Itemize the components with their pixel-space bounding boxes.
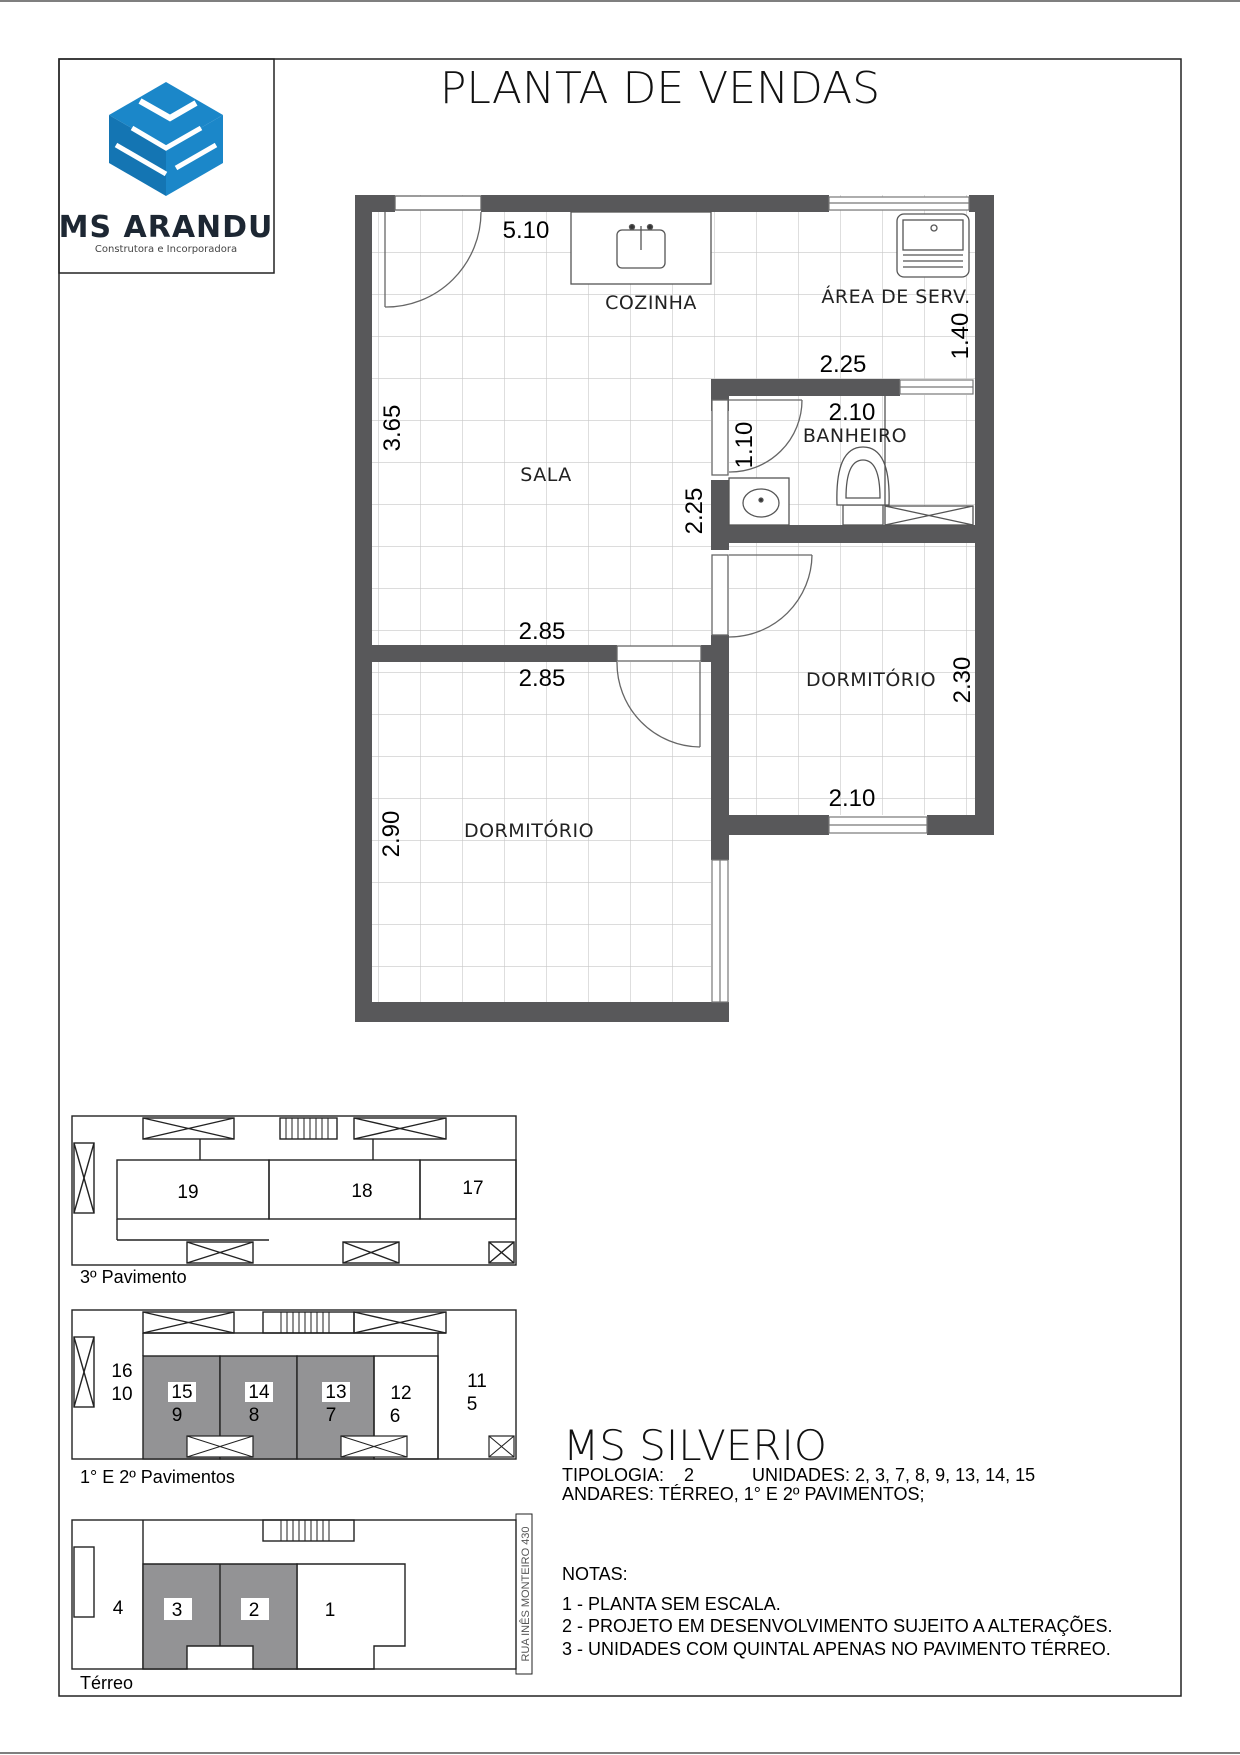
shower-drain-icon: [885, 506, 973, 525]
toilet-icon: [837, 447, 889, 525]
notes-title: NOTAS:: [562, 1564, 628, 1584]
dim-bathroom-height: 1.10: [731, 421, 758, 469]
wall-bed2-south-b: [927, 815, 994, 835]
stairs: [263, 1312, 354, 1333]
room-label-bedroom-1: DORMITÓRIO: [463, 820, 595, 842]
entry-door-frame: [395, 196, 481, 210]
unit-number: 12: [390, 1383, 412, 1404]
dim-bedroom-1-width: 2.85: [518, 665, 566, 692]
floor-plan: [355, 195, 994, 1022]
dim-service-height: 1.40: [947, 312, 974, 360]
room-label-living: SALA: [520, 464, 572, 486]
wall-south: [355, 1002, 729, 1022]
side-window: [74, 1547, 94, 1617]
unit-number: 9: [171, 1405, 183, 1426]
unit-number: 15: [171, 1382, 193, 1403]
unit-number: 19: [177, 1182, 199, 1203]
key-plan-ground-floor: [72, 1514, 532, 1674]
andares-text: ANDARES: TÉRREO, 1° E 2º PAVIMENTOS;: [562, 1484, 925, 1504]
bathroom-sink-icon: [729, 478, 789, 525]
wall-north-b: [481, 195, 829, 212]
logo-name: MS ARANDU: [58, 210, 274, 245]
tank-drain: [931, 225, 937, 231]
wall-living-south-b: [701, 645, 729, 662]
note-item: 2 - PROJETO EM DESENVOLVIMENTO SUJEITO A ALTERAÇÕES.: [562, 1616, 1113, 1636]
unit-number: 1: [324, 1600, 336, 1621]
key-plan-label: 1° E 2º Pavimentos: [80, 1467, 235, 1487]
logo-subtitle: Construtora e Incorporadora: [94, 244, 238, 255]
sink-icon: [617, 225, 665, 269]
room-label-kitchen: COZINHA: [605, 292, 697, 314]
bath-sink-drain: [759, 498, 763, 502]
unit-number: 3: [171, 1600, 183, 1621]
street-label: RUA INÊS MONTEIRO 430: [520, 1526, 532, 1662]
wall-north-a: [355, 195, 395, 212]
dim-hall-height: 2.25: [681, 487, 708, 535]
unit-number: 6: [389, 1406, 401, 1427]
dim-bedroom-2-width: 2.10: [828, 785, 876, 812]
room-label-bedroom-2: DORMITÓRIO: [805, 669, 937, 691]
unit-number: 10: [111, 1384, 133, 1405]
dim-bedroom-1-height: 2.90: [378, 810, 405, 858]
note-item: 3 - UNIDADES COM QUINTAL APENAS NO PAVIMENTO TÉRREO.: [562, 1639, 1111, 1659]
unit-number: 14: [248, 1382, 270, 1403]
key-plan-label: Térreo: [80, 1673, 134, 1693]
wall-east: [975, 195, 994, 835]
bed1-door-frame: [617, 646, 701, 661]
unit-number: 16: [111, 1361, 133, 1382]
dim-bathroom-width: 2.10: [828, 399, 876, 426]
unit-number: 17: [462, 1178, 484, 1199]
tipologia-value: 2: [684, 1465, 695, 1485]
dim-living-height: 3.65: [379, 404, 406, 452]
unit-number: 5: [466, 1394, 478, 1415]
wall-living-south: [372, 645, 617, 662]
tipologia-label: TIPOLOGIA:: [562, 1465, 665, 1485]
unit-1: [297, 1564, 405, 1669]
toilet-tank: [843, 505, 883, 525]
bath-sink-basin: [743, 489, 779, 517]
sink-knob-left: [630, 225, 635, 230]
logo: [59, 59, 274, 273]
dim-living-width: 2.85: [518, 618, 566, 645]
unit-number: 7: [325, 1405, 337, 1426]
wall-bath-south: [711, 525, 994, 543]
note-item: 1 - PLANTA SEM ESCALA.: [562, 1594, 781, 1614]
unit-number: 18: [351, 1181, 373, 1202]
unit-number: 11: [467, 1371, 487, 1392]
sink-knob-right: [648, 225, 653, 230]
wall-bed2-west: [711, 635, 729, 835]
project-name: MS SILVERIO: [563, 1421, 827, 1470]
unit-number: 8: [248, 1405, 260, 1426]
page-title: PLANTA DE VENDAS: [439, 63, 881, 114]
bath-door-frame: [712, 400, 728, 475]
dim-bedroom-2-height: 2.30: [949, 656, 976, 704]
room-label-bathroom: BANHEIRO: [802, 425, 908, 447]
unit-number: 2: [248, 1600, 260, 1621]
dim-top: 5.10: [502, 217, 550, 244]
stairs: [263, 1520, 354, 1541]
living-floor: [372, 379, 711, 646]
dim-service-width: 2.25: [819, 351, 867, 378]
unidades-text: UNIDADES: 2, 3, 7, 8, 9, 13, 14, 15: [752, 1465, 1036, 1485]
unit-number: 13: [325, 1382, 347, 1403]
highlighted-units-ground: [143, 1564, 297, 1669]
wall-west: [355, 195, 372, 1022]
unit-18: [269, 1160, 420, 1219]
wall-bath-north: [711, 379, 900, 396]
key-plan-3rd-floor: [72, 1116, 516, 1265]
unit-number: 4: [112, 1598, 124, 1619]
room-label-service-area: ÁREA DE SERV.: [821, 286, 971, 308]
key-plan-label: 3º Pavimento: [80, 1267, 187, 1287]
logo-cube-icon: [109, 82, 223, 196]
bed2-door-frame: [712, 555, 728, 635]
laundry-tank-icon: [897, 214, 969, 277]
wall-corner: [711, 815, 729, 860]
